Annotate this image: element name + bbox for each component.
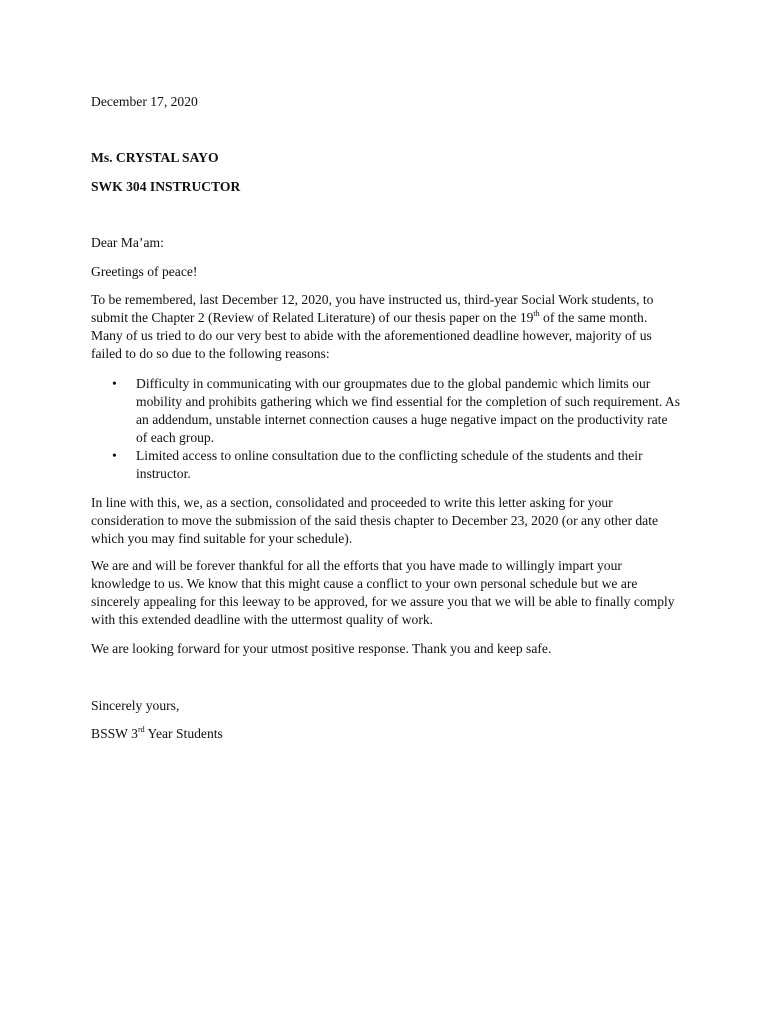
bullet-icon: • xyxy=(112,448,117,463)
paragraph-text: To be remembered, last December 12, 2020, you have instructed us, third-year Social Work students, to submit the Chapter 2 (Review of Related Literature) of our thesis paper on the 19 xyxy=(91,292,654,325)
list-item xyxy=(91,447,681,483)
signature xyxy=(91,725,681,743)
signature-text: BSSW 3 xyxy=(91,726,138,741)
recipient-name: Ms. CRYSTAL SAYO xyxy=(91,150,219,165)
paragraph-request-context xyxy=(91,291,681,363)
bullet-icon: • xyxy=(112,376,117,391)
paragraph-thanks: We are and will be forever thankful for all the efforts that you have made to willingly impart your knowledge to us. We know that this might cause a conflict to your own personal schedule but we are sincerely appealing for this leeway to be approved, for we assure you that we will be able to finally comply with this extended deadline with the uttermost quality of work. xyxy=(91,558,675,627)
list-item-text: Limited access to online consultation due to the conflicting schedule of the students and their instructor. xyxy=(136,448,643,481)
recipient-title: SWK 304 INSTRUCTOR xyxy=(91,179,241,194)
closing: Sincerely yours, xyxy=(91,698,180,713)
salutation: Dear Ma’am: xyxy=(91,235,164,250)
reasons-list xyxy=(91,375,681,483)
list-item xyxy=(91,375,681,447)
paragraph-request: In line with this, we, as a section, consolidated and proceeded to write this letter asking for your consideration to move the submission of the said thesis chapter to December 23, 2020 (or any other date which you may find suitable for your schedule). xyxy=(91,495,659,546)
list-item-text: Difficulty in communicating with our groupmates due to the global pandemic which limits our mobility and prohibits gathering which we find essential for the completion of such requirement. As an addendum, unstable internet connection causes a huge negative impact on the productivity rate of each group. xyxy=(136,376,681,445)
ordinal-suffix: th xyxy=(533,309,540,318)
ordinal-suffix: rd xyxy=(137,725,145,734)
paragraph-closing-remark: We are looking forward for your utmost positive response. Thank you and keep safe. xyxy=(91,641,552,656)
greeting: Greetings of peace! xyxy=(91,264,198,279)
letter-date: December 17, 2020 xyxy=(91,94,198,109)
paragraph-text: of the same month. Many of us tried to do our very best to abide with the aforementioned deadline however, majority of us failed to do so due to the following reasons: xyxy=(91,310,652,361)
signature-text: Year Students xyxy=(144,726,223,741)
